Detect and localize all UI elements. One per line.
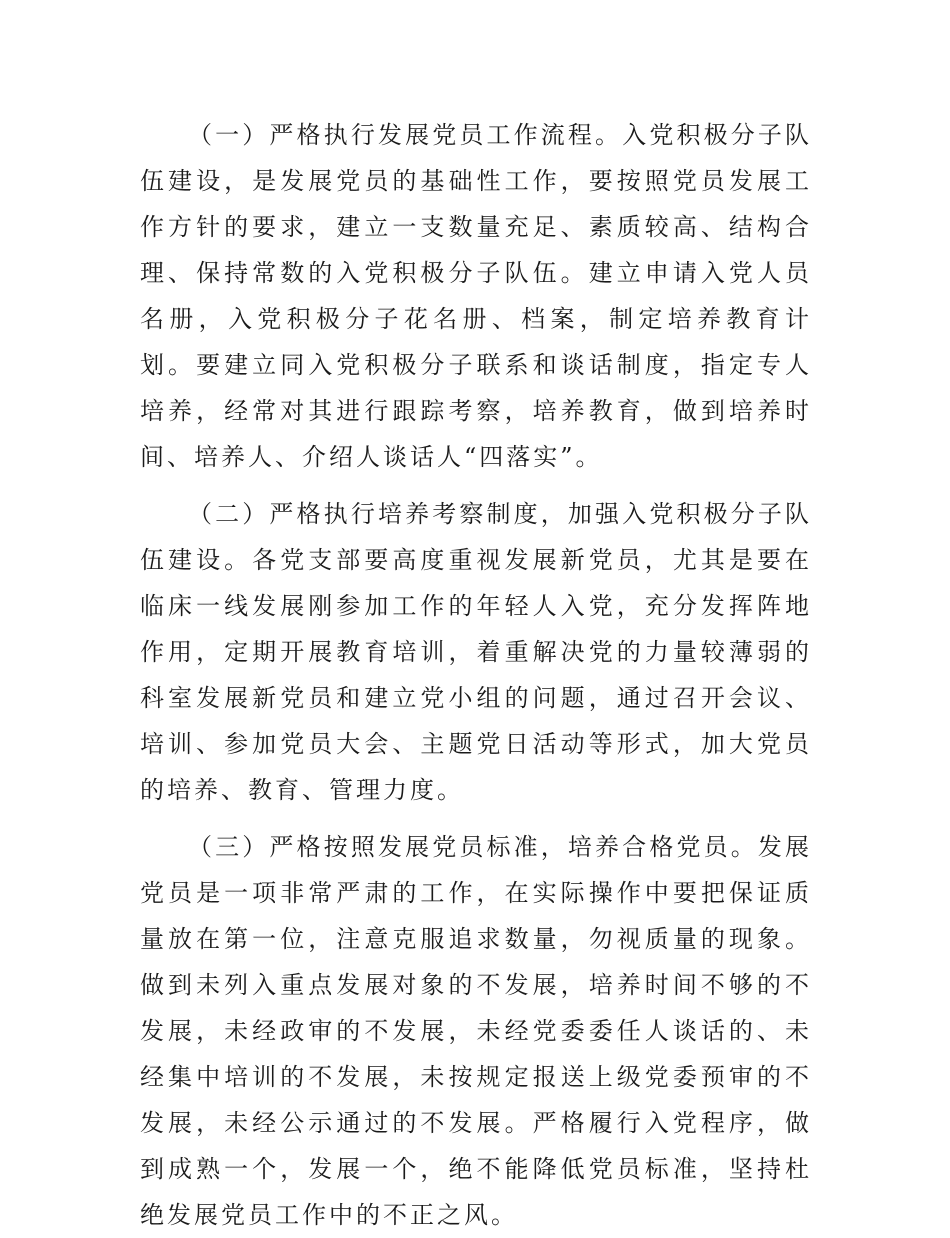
paragraph-1: （一）严格执行发展党员工作流程。入党积极分子队伍建设，是发展党员的基础性工作，要按照党员发展工作方针的要求，建立一支数量充足、素质较高、结构合理、保持常数的入党积极分子队伍。建立申请入党人员名册，入党积极分子花名册、档案，制定培养教育计划。要建立同入党积极分子联系和谈话制度，指定专人培养，经常对其进行跟踪考察，培养教育，做到培养时间、培养人、介绍人谈话人“四落实”。 [140, 121, 812, 471]
paragraph-3: （三）严格按照发展党员标准，培养合格党员。发展党员是一项非常严肃的工作，在实际操作中要把保证质量放在第一位，注意克服追求数量，勿视质量的现象。做到未列入重点发展对象的不发展，培养时间不够的不发展，未经政审的不发展，未经党委委任人谈话的、未经集中培训的不发展，未按规定报送上级党委预审的不发展，未经公示通过的不发展。严格履行入党程序，做到成熟一个，发展一个，绝不能降低党员标准，坚持杜绝发展党员工作中的不正之风。 [140, 833, 812, 1229]
paragraph-2: （二）严格执行培养考察制度，加强入党积极分子队伍建设。各党支部要高度重视发展新党员，尤其是要在临床一线发展刚参加工作的年轻人入党，充分发挥阵地作用，定期开展教育培训，着重解决党的力量较薄弱的科室发展新党员和建立党小组的问题，通过召开会议、培训、参加党员大会、主题党日活动等形式，加大党员的培养、教育、管理力度。 [140, 500, 812, 804]
document-body [140, 112, 812, 1238]
